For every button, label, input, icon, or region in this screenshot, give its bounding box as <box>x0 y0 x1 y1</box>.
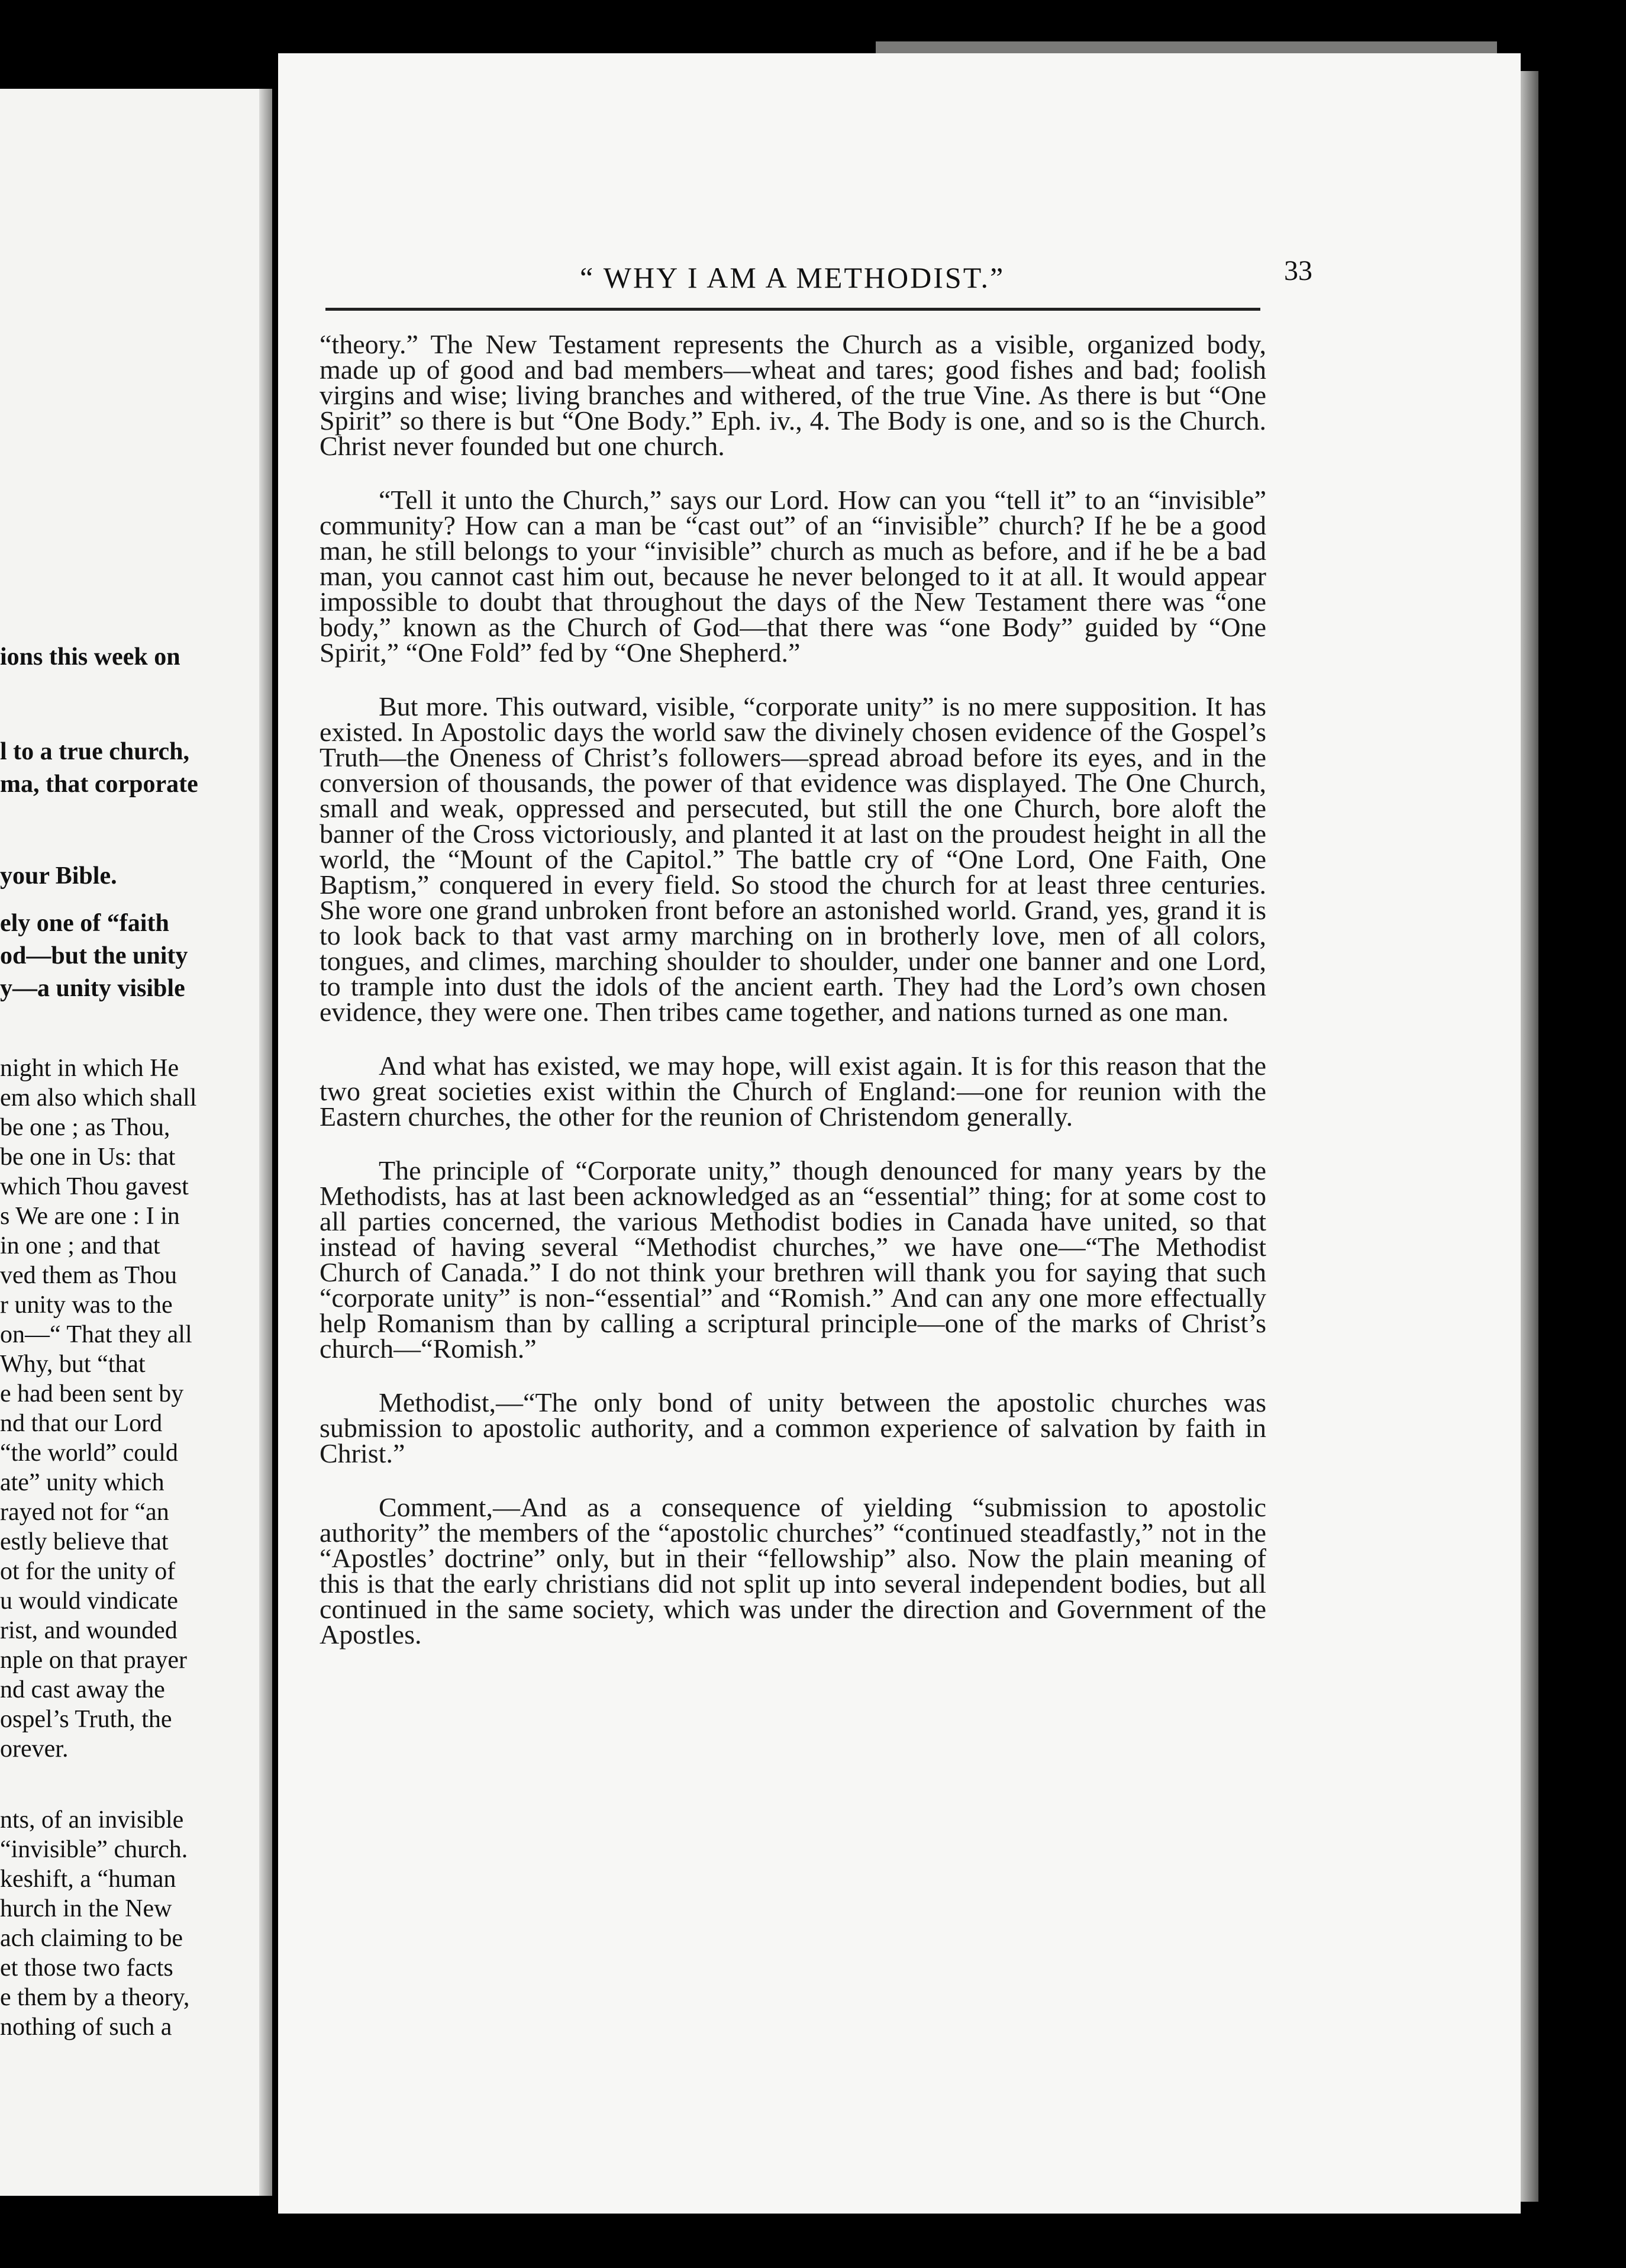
paragraph: But more. This outward, visible, “corporate unity” is no mere supposition. It has existed. In Apostolic days the world saw the divinely chosen evidence of the Gospel’s Truth—the Oneness of Christ’s followers—spread abroad before its eyes, and in the conversion of thousands, the power of that evidence was displayed. The One Church, small and weak, oppressed and persecuted, but still the one Church, bore aloft the banner of the Cross victoriously, and planted it at last on the proudest height in all the world, the “Mount of the Capitol.” The battle cry of “One Lord, One Faith, One Baptism,” conquered in every field. So stood the church for at least three centuries. She wore one grand unbroken front before an astonished world. Grand, yes, grand it is to look back to that vast army marching on in brotherly love, men of all colors, tongues, and climes, marching shoulder to shoulder, under one banner and one Lord, to trample into dust the idols of the ancient earth. They had the Lord’s own chosen evidence, they were one. Then tribes came together, and nations turned as one man. <box>320 691 1266 1027</box>
left-line: y—a unity visible <box>0 975 185 1002</box>
left-line: ions this week on <box>0 643 180 671</box>
left-line: rist, and wounded <box>0 1617 178 1644</box>
left-line: nd cast away the <box>0 1676 165 1703</box>
left-line: et those two facts <box>0 1954 173 1982</box>
left-line: on—“ That they all <box>0 1321 192 1348</box>
left-line: e them by a theory, <box>0 1984 190 2011</box>
left-line: be one ; as Thou, <box>0 1114 170 1141</box>
left-page <box>0 89 272 2196</box>
left-line: e had been sent by <box>0 1380 184 1407</box>
paragraph: And what has existed, we may hope, will exist again. It is for this reason that the two great societies exist within the Church of England:—one for reunion with the Eastern churches, the other for the reunion of Christendom generally. <box>320 1051 1266 1132</box>
left-line: nd that our Lord <box>0 1410 163 1437</box>
left-line: ach claiming to be <box>0 1925 183 1952</box>
left-line: em also which shall <box>0 1084 197 1112</box>
paragraph: “theory.” The New Testament represents the Church as a visible, organized body, made up of good and bad members—wheat and tares; good fishes and bad; foolish virgins and wise; living branches and withered, of the true Vine. As there is but “One Spirit” so there is but “One Body.” Eph. iv., 4. The Body is one, and so is the Church. Christ never founded but one church. <box>320 329 1266 461</box>
left-line: Why, but “that <box>0 1351 146 1378</box>
left-line: od—but the unity <box>0 942 188 969</box>
left-line: in one ; and that <box>0 1232 160 1259</box>
book-gutter <box>259 89 272 2196</box>
left-line: ospel’s Truth, the <box>0 1706 172 1733</box>
body-text <box>320 329 1266 1650</box>
paragraph: The principle of “Corporate unity,” though denounced for many years by the Methodists, has at last been acknowledged as an “essential” thing; for at some cost to all parties concerned, the various Methodist bodies in Canada have united, so that instead of having several “Methodist churches,” we have one—“The Methodist Church of Canada.” I do not think your brethren will thank you for saying that such “corporate unity” is non-“essential” and “Romish.” And can any one more effectually help Romanism than by calling a scriptural principle—one of the marks of Christ’s church—“Romish.” <box>320 1155 1266 1364</box>
running-title: “ WHY I AM A METHODIST.” <box>580 261 1005 294</box>
left-line: ved them as Thou <box>0 1262 178 1289</box>
left-line: l to a true church, <box>0 738 190 765</box>
left-line: s We are one : I in <box>0 1203 180 1230</box>
left-line: ot for the unity of <box>0 1558 176 1585</box>
left-line: night in which He <box>0 1055 179 1082</box>
left-line: u would vindicate <box>0 1587 178 1615</box>
paragraph: Methodist,—“The only bond of unity between the apostolic churches was submission to apostolic authority, and a common experience of salvation by faith in Christ.” <box>320 1387 1266 1468</box>
left-line: keshift, a “human <box>0 1866 176 1893</box>
left-line: “the world” could <box>0 1439 178 1467</box>
left-line: nothing of such a <box>0 2014 172 2041</box>
left-line: your Bible. <box>0 862 117 890</box>
left-line: rayed not for “an <box>0 1499 169 1526</box>
left-line: r unity was to the <box>0 1291 173 1319</box>
left-line: nple on that prayer <box>0 1647 188 1674</box>
right-page <box>278 53 1521 2214</box>
left-line: ma, that corporate <box>0 771 198 798</box>
left-line: “invisible” church. <box>0 1836 188 1863</box>
left-line: ate” unity which <box>0 1469 164 1496</box>
left-line: be one in Us: that <box>0 1143 176 1171</box>
header-rule <box>325 308 1260 311</box>
paragraph: “Tell it unto the Church,” says our Lord. How can you “tell it” to an “invisible” community? How can a man be “cast out” of an “invisible” church? If he be a good man, he still belongs to your “invisible” church as much as before, and if he be a bad man, you cannot cast him out, because he never belonged to it at all. It would appear impossible to doubt that throughout the days of the New Testament there was “one body,” known as the Church of God—that there was “one Body” guided by “One Spirit,” “One Fold” fed by “One Shepherd.” <box>320 485 1266 668</box>
left-line: orever. <box>0 1735 69 1763</box>
left-line: which Thou gavest <box>0 1173 189 1200</box>
page-number: 33 <box>1284 255 1312 286</box>
left-line: ely one of “faith <box>0 910 169 937</box>
left-line: estly believe that <box>0 1528 169 1555</box>
page-header <box>331 254 1385 302</box>
left-line: nts, of an invisible <box>0 1806 184 1834</box>
paragraph: Comment,—And as a consequence of yielding “submission to apostolic authority” the members of the “apostolic churches” “continued steadfastly,” not in the “Apostles’ doctrine” only, but in their “fellowship” also. Now the plain meaning of this is that the early christians did not split up into several independent bodies, but all continued in the same society, which was under the direction and Government of the Apostles. <box>320 1492 1266 1650</box>
left-line: hurch in the New <box>0 1895 172 1922</box>
page-edge <box>1521 71 1538 2202</box>
